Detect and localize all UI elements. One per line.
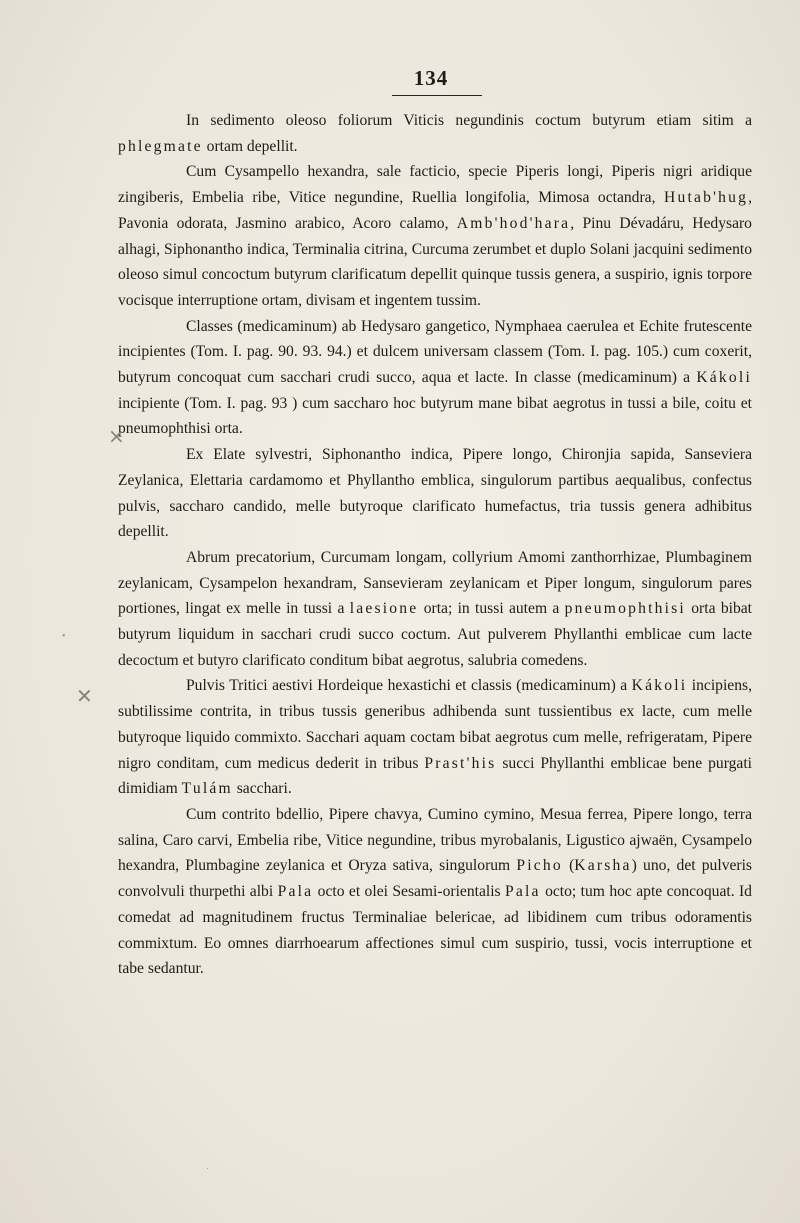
text-run: Cum Cysampello hexandra, sale facticio, specie Piperis longi, Piperis nigri aridique zingiberis, Embelia ribe, Vitice negundine, Ruellia longifolia, Mimosa octandra, [118, 163, 752, 207]
text-run: orta bibat butyrum liquidum in sacchari crudi succo coctum. Aut pulverem Phyllanthi emblicae cum lacte decoctum et butyro clarificato conditum bibat aegrotus, salubria comedens. [118, 600, 752, 669]
spaced-term: laesione [349, 600, 419, 618]
text-run: ortam depellit. [202, 137, 298, 155]
paragraph [118, 673, 752, 802]
text-run: octo et olei Sesami-orientalis [313, 883, 506, 901]
spaced-term: Kákoli [631, 677, 688, 695]
text-run: incipiente (Tom. I. pag. 93 ) cum saccharo hoc butyrum mane bibat aegrotus in tussi a bile, coitu et pneumophthisi orta. [118, 394, 752, 438]
spaced-term: pneumophthisi [564, 600, 686, 618]
text-run: Pulvis Tritici aestivi Hordeique hexastichi et classis (medicaminum) a [186, 677, 632, 695]
margin-cross-mark: ✕ [76, 684, 93, 708]
text-run: ( [562, 857, 575, 875]
spaced-term: phlegmate [118, 137, 203, 155]
spaced-term: Hutab'hug [663, 189, 749, 207]
text-run: Classes (medicaminum) ab Hedysaro gangetico, Nymphaea caerulea et Echite frutescente incipientes (Tom. I. pag. 90. 93. 94.) et dulcem universam classem (Tom. I. pag. 105.) cum coxerit, butyrum concoquat cum sacchari crudi succo, aqua et lacte. In classe (medicaminum) a [118, 317, 752, 387]
spaced-term: Pala [277, 883, 314, 901]
paragraph [118, 108, 752, 159]
spaced-term: Picho [516, 857, 563, 875]
text-run: In sedimento oleoso foliorum Viticis negundinis coctum butyrum etiam sitim a [186, 112, 752, 129]
text-run: Cum contrito bdellio, Pipere chavya, Cumino cymino, Mesua ferrea, Pipere longo, terra salina, Caro carvi, Embelia ribe, Vitice negundine, tribus myrobalanis, Ligustico ajwaën, Cysampelo hexandra, Plumbagine zeylanica et Oryza sativa, singulorum [118, 805, 752, 875]
spaced-term: Prast'his [424, 754, 497, 772]
spaced-term: Pala [505, 883, 541, 901]
paragraph [118, 159, 752, 313]
body-text [118, 108, 752, 982]
header-rule [392, 95, 482, 96]
ink-speck: · [206, 1164, 210, 1175]
paragraph [118, 314, 752, 443]
text-run: octo; tum hoc apte concoquat. Id comedat ad magnitudinem fructus Terminaliae belericae, ad libidinem cum tribus odoramentis commixtum. Eo omnes diarrhoearum affectiones simul cum suspirio, tussi, vocis interruptione et tabe sedantur. [118, 883, 752, 978]
spaced-term: Kákoli [696, 369, 752, 387]
text-run: , Pavonia odorata, Jasmino arabico, Acoro calamo, [118, 189, 752, 232]
spaced-term: Tulám [181, 780, 233, 798]
spaced-term: Amb'hod'hara [456, 214, 571, 232]
text-run: sacchari. [232, 780, 292, 798]
text-run: Ex Elate sylvestri, Siphonantho indica, Pipere longo, Chironjia sapida, Sanseviera Zeylanica, Elettaria cardamomo et Phyllantho emblica, singulorum partibus aequalibus, confectus pulvis, saccharo candido, melle butyroque clarificato humefactus, tria tussis genera adhibitus depellit. [118, 446, 752, 541]
page-number: 134 [413, 66, 449, 90]
spaced-term: Karsha [574, 857, 632, 875]
text-run: incipiens, subtilissime contrita, in tribus tussis generibus adhibenda sunt tussientibus ex lacte, cum melle butyroque liquido commixto. Sacchari aquam coctam bibat aegrotus cum melle, refrigeratam, Pipere nigro conditam, cum medicus dederit in tribus [118, 677, 752, 772]
paragraph [118, 545, 752, 674]
paragraph [118, 442, 752, 545]
text-run: , Pinu Dévadáru, Hedysaro alhagi, Siphonantho indica, Terminalia citrina, Curcuma zerumbet et duplo Solani jacquini sedimento oleoso simul concoctum butyrum clarificatum depellit quinque tussis genera, a suspirio, ignis torpore vocisque interruptione ortam, divisam et ingentem tussim. [118, 214, 752, 309]
paragraph [118, 802, 752, 982]
text-run: orta; in tussi autem a [418, 600, 565, 618]
text-run: ) uno, det pulveris convolvuli thurpethi albi [118, 857, 753, 901]
margin-cross-mark: × [108, 424, 125, 448]
text-run: Abrum precatorium, Curcumam longam, collyrium Amomi zanthorrhizae, Plumbaginem zeylanicam, Cysampelon hexandram, Sansevieram zeylanicam et Piper longum, singulorum pares portiones, lingat ex melle in tussi a [118, 548, 752, 618]
ink-speck: • [62, 631, 66, 642]
text-run: succi Phyllanthi emblicae bene purgati dimidiam [118, 754, 752, 798]
